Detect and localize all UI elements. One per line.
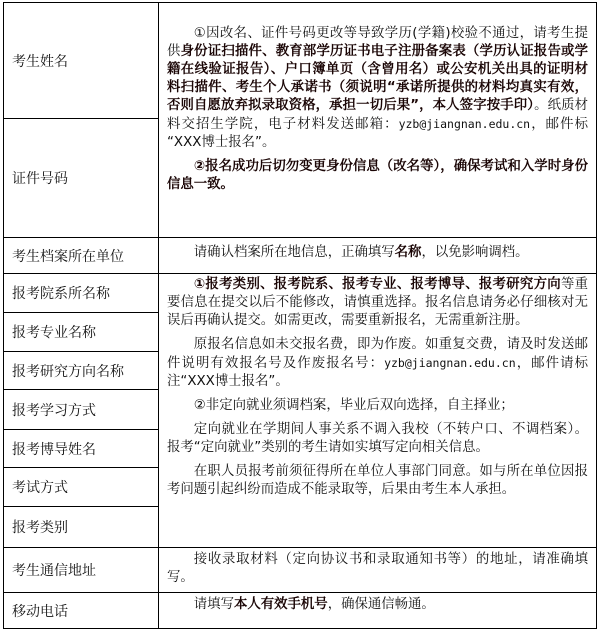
text: 等重要信息在提交以后不能修改，请慎重选择。报名信息请务必仔细核对无误后再确认提交。如需更改，需要重新报名，无需重新注册。	[167, 277, 589, 328]
label-exam-mode: 考试方式	[3, 467, 159, 507]
text: 在职人员报考前须征得所在单位人事部门同意。如与所在单位因报考问题引起纠纷而造成不能录取等，后果由考生本人承担。	[167, 464, 588, 497]
text: ，邮件请标注“XXX博士报名”。	[167, 356, 588, 389]
note-archive	[158, 237, 597, 274]
text: ，确保通信畅通。	[327, 597, 435, 612]
text: 请确认档案所在地信息，正确填写	[193, 245, 395, 260]
text: 请填写	[193, 597, 234, 612]
bold-text: 本人有效手机号	[233, 597, 328, 612]
note-mobile	[158, 592, 597, 629]
email: yzb@jiangnan.edu.cn	[384, 356, 516, 370]
note-identity	[158, 2, 597, 238]
email: yzb@jiangnan.edu.cn	[398, 117, 531, 131]
text: ①因改名、证件号码更改等导致学历(学籍)校验不通过，请考生提供	[167, 26, 588, 59]
label-supervisor: 报考博导姓名	[3, 429, 159, 468]
text: 。纸质材料交招生学院，电子材料发送邮箱：	[167, 98, 588, 132]
text: 接收录取材料（定向协议书和录取通知书等）的地址，请准确填写。	[167, 552, 588, 585]
note-application	[158, 273, 597, 548]
label-address: 考生通信地址	[3, 547, 159, 593]
label-id-number: 证件号码	[3, 118, 159, 238]
label-department: 报考院系所名称	[3, 273, 159, 313]
note-identity-p1	[167, 25, 588, 152]
label-name: 考生姓名	[3, 2, 159, 119]
note-identity-p2: ②报名成功后切勿变更身份信息（改名等），确保考试和入学时身份信息一致。	[167, 159, 588, 192]
text: ，邮件标 “XXX博士报名”。	[167, 117, 589, 150]
label-mobile: 移动电话	[3, 592, 159, 629]
label-research-direction: 报考研究方向名称	[3, 351, 159, 390]
text: 定向就业在学期间人事关系不调入我校（不转户口、不调档案）。报考“定向就业”类别的考生请如实填写定向相关信息。	[167, 422, 588, 455]
bold-text: 身份证扫描件、教育部学历证书电子注册备案表（学历认证报告或学籍在线验证报告）、户口簿单页（含曾用名）或公安机关出具的证明材料扫描件、考生个人承诺书（须说明“承诺所提供的材料均真实有效，否则自愿放弃拟录取资格，承担一切后果”，本人签字按手印）	[167, 44, 589, 113]
bold-text: 名称	[394, 245, 422, 260]
note-address	[158, 547, 597, 593]
text: ，以免影响调档。	[421, 245, 529, 260]
label-category: 报考类别	[3, 506, 159, 548]
label-study-mode: 报考学习方式	[3, 389, 159, 430]
label-archive-unit: 考生档案所在单位	[3, 237, 159, 274]
bold-text: ①报考类别、报考院系、报考专业、报考博导、报考研究方向	[193, 277, 561, 292]
text: ②非定向就业须调档案，毕业后双向选择，自主择业；	[193, 398, 514, 413]
label-major: 报考专业名称	[3, 312, 159, 352]
text: 原报名信息如未交报名费，即为作废。如重复交费，请及时发送邮件说明有效报名号及作废报名号：	[167, 337, 588, 371]
